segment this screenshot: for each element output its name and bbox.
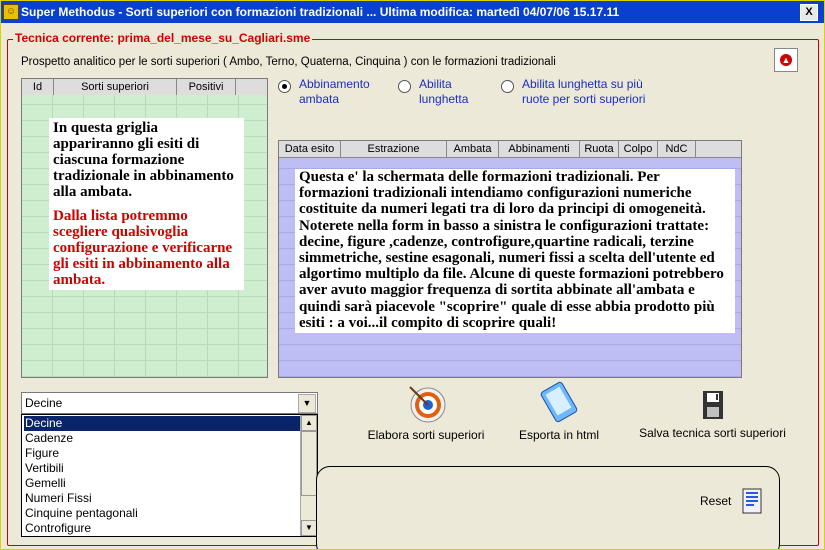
left-grid-annotation <box>49 118 244 290</box>
dropdown-option[interactable]: Decine <box>24 416 300 431</box>
elabora-button[interactable] <box>363 381 489 442</box>
dropdown-option[interactable]: Numeri Fissi <box>25 491 92 505</box>
dropdown-option[interactable]: Cadenze <box>25 431 74 445</box>
reset-button[interactable] <box>700 487 765 515</box>
dropdown-option[interactable]: Figure <box>25 446 60 460</box>
col-ruota[interactable]: Ruota <box>580 141 619 157</box>
col-sorti-superiori[interactable]: Sorti superiori <box>54 79 177 95</box>
tecnica-label: Tecnica corrente: prima_del_mese_su_Cagliari.sme <box>15 31 311 45</box>
esporta-button[interactable] <box>513 381 605 442</box>
combo-value: Decine <box>25 396 63 410</box>
col-estrazione[interactable]: Estrazione <box>341 141 447 157</box>
formazione-dropdown-list[interactable] <box>21 414 318 537</box>
title-bar[interactable] <box>1 1 824 23</box>
html-export-icon <box>537 381 581 425</box>
dropdown-option[interactable]: Gemelli <box>25 476 66 490</box>
dropdown-option[interactable]: Controfigure <box>25 521 92 535</box>
help-button[interactable] <box>774 48 798 72</box>
radio-abilita-lunghetta[interactable] <box>398 77 489 107</box>
esiti-grid-header <box>279 141 741 158</box>
document-icon <box>741 487 765 515</box>
radio-lunghetta-piu-ruote[interactable] <box>501 77 662 107</box>
left-note-black: In questa griglia appariranno gli esiti di ciascuna formazione tradizionale in abbinamento alla ambata. <box>53 120 234 200</box>
scroll-up-icon[interactable]: ▲ <box>301 415 317 431</box>
reset-label: Reset <box>700 494 732 508</box>
radio-circle[interactable] <box>501 80 514 93</box>
window-title: Super Methodus - Sorti superiori con formazioni tradizionali ... Ultima modifica: martedì 04/07/06 15.17.11 <box>21 5 620 19</box>
col-id[interactable]: Id <box>22 79 54 95</box>
chevron-down-icon[interactable]: ▼ <box>298 394 316 413</box>
left-note-red: Dalla lista potremmo scegliere qualsivoglia configurazione e verificarne gli esiti in abbinamento alla ambata. <box>53 208 233 288</box>
radio-circle[interactable] <box>398 80 411 93</box>
radio-circle[interactable] <box>278 80 291 93</box>
salva-button[interactable] <box>635 387 790 440</box>
col-ambata[interactable]: Ambata <box>447 141 499 157</box>
esporta-label: Esporta in html <box>518 428 600 442</box>
target-icon <box>406 381 446 425</box>
save-icon <box>699 387 727 423</box>
salva-label: Salva tecnica sorti superiori <box>639 426 786 440</box>
col-positivi[interactable]: Positivi <box>177 79 236 95</box>
radio-abbinamento-ambata[interactable] <box>278 77 389 107</box>
col-ndc[interactable]: NdC <box>658 141 696 157</box>
prospetto-label: Prospetto analitico per le sorti superiori ( Ambo, Terno, Quaterna, Cinquina ) con le formazioni tradizionali <box>21 56 556 68</box>
scroll-thumb[interactable] <box>301 431 317 496</box>
col-abbinamenti[interactable]: Abbinamenti <box>499 141 580 157</box>
help-icon: ▲ <box>781 55 791 65</box>
sorti-grid-header <box>22 79 267 96</box>
app-icon: ☺ <box>3 4 19 20</box>
radio-label: Abilita lunghetta su più ruote per sorti superiori <box>522 77 646 106</box>
formazione-combo[interactable] <box>21 392 318 414</box>
elabora-label: Elabora sorti superiori <box>367 428 485 442</box>
col-colpo[interactable]: Colpo <box>619 141 658 157</box>
radio-label: Abbinamento ambata <box>299 77 370 106</box>
dropdown-option[interactable]: Cinquine pentagonali <box>25 506 138 520</box>
radio-label: Abilita lunghetta <box>419 77 469 106</box>
dropdown-scrollbar[interactable] <box>300 415 317 536</box>
right-grid-annotation: Questa e' la schermata delle formazioni tradizionali. Per formazioni tradizionali intendiamo configurazioni numeriche costituite da numeri legati tra di loro da principi di omogeneità. Noterete nella form in basso a sinistra le configurazioni trattate: decine, figure ,cadenze, controfigure,quartine radicali, terzine simmetriche, sestine esagonali, numeri fissi a scelta dell'utente ed algortimo multiplo da file. Alcune di queste formazioni potrebbero aver avuto maggior frequenza di sortita abbinate all'ambata e quindi sarà piacevole "scoprire" quale di esse abbia prodotto più esiti : a voi...il compito di scoprire quali! <box>295 169 735 333</box>
dropdown-option[interactable]: Vertibili <box>25 461 64 475</box>
col-data-esito[interactable]: Data esito <box>279 141 341 157</box>
scroll-down-icon[interactable]: ▼ <box>301 520 317 536</box>
close-button[interactable]: X <box>800 4 818 21</box>
